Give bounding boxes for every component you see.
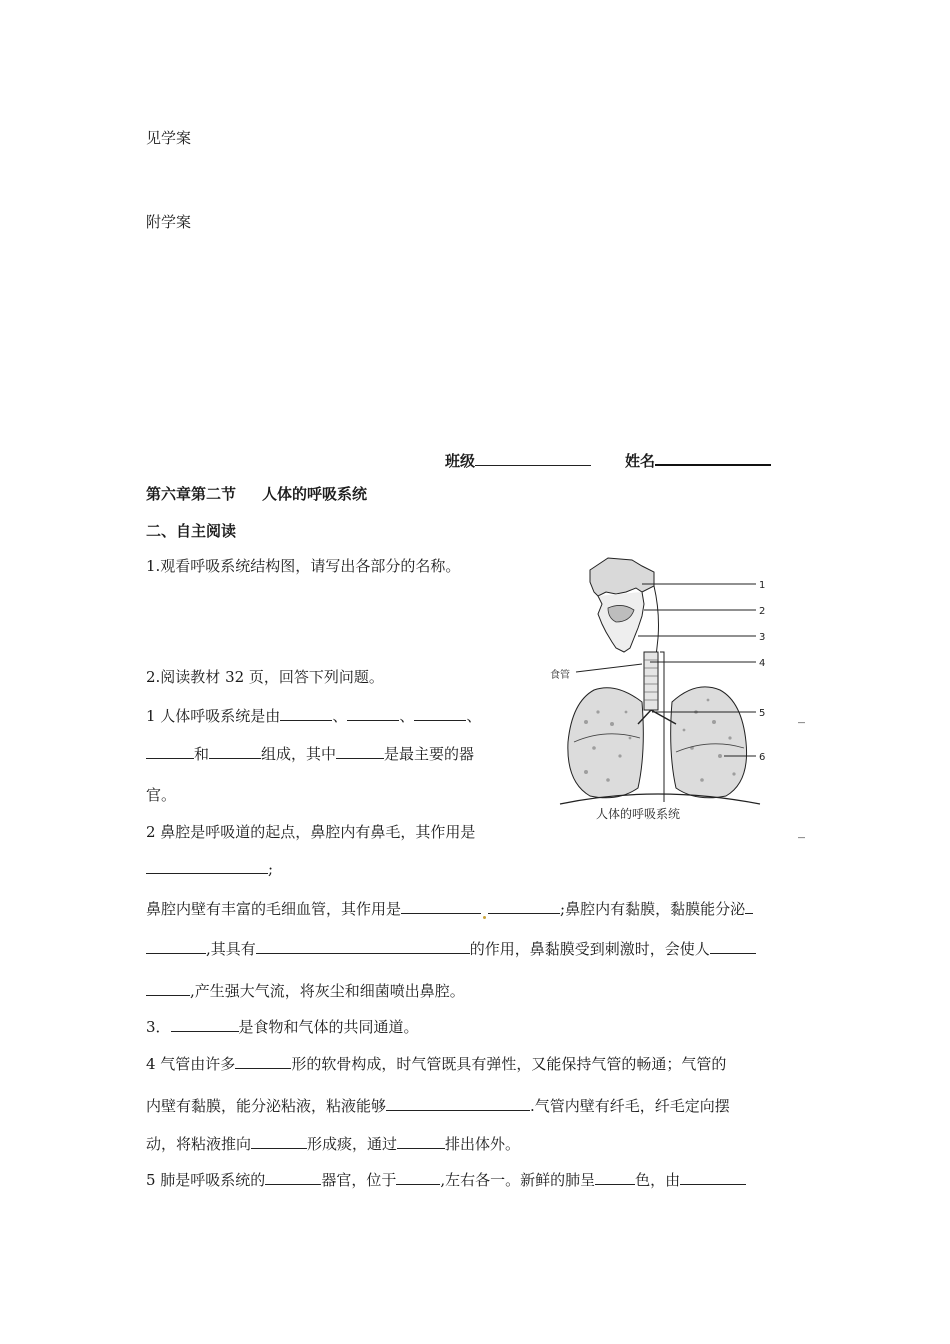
answer-blank[interactable] xyxy=(396,1170,440,1185)
answer-blank[interactable] xyxy=(336,744,384,759)
sub-question-2-line-5 xyxy=(146,981,465,1001)
text-fragment: 1 人体呼吸系统是由 xyxy=(146,707,281,725)
answer-blank[interactable] xyxy=(146,744,194,759)
answer-blank[interactable] xyxy=(488,899,560,914)
text-fragment: 排出体外。 xyxy=(445,1135,521,1153)
text-fragment: ;鼻腔内有黏膜，黏膜能分泌 xyxy=(560,900,746,918)
label-number-4: 4 xyxy=(759,658,766,669)
left-lung-shape xyxy=(568,688,643,798)
sub-question-2-line-4 xyxy=(146,939,756,959)
text-fragment: 是最主要的器 xyxy=(384,745,475,763)
sub-question-2-line-3 xyxy=(146,899,753,919)
separator: 、 xyxy=(332,707,348,725)
sub-question-5 xyxy=(146,1170,746,1190)
section-title xyxy=(146,484,367,504)
answer-blank[interactable] xyxy=(146,859,268,874)
sub-question-2-line-1: 2 鼻腔是呼吸道的起点，鼻腔内有鼻毛，其作用是 xyxy=(146,823,476,841)
answer-blank[interactable] xyxy=(265,1170,321,1185)
sub-question-1-line-1 xyxy=(146,706,481,726)
margin-dash: _ xyxy=(798,708,805,724)
text-fragment: ,左右各一。新鲜的肺呈 xyxy=(440,1171,596,1189)
label-number-2: 2 xyxy=(759,606,766,617)
answer-blank[interactable] xyxy=(680,1170,746,1185)
answer-blank[interactable] xyxy=(251,1134,307,1149)
answer-blank[interactable] xyxy=(397,1134,445,1149)
answer-blank[interactable] xyxy=(235,1054,291,1069)
text-fragment: 形的软骨构成，时气管既具有弹性，又能保持气管的畅通；气管的 xyxy=(291,1055,727,1073)
text-fragment: 色，由 xyxy=(635,1171,681,1189)
answer-blank[interactable] xyxy=(745,899,753,914)
student-info xyxy=(445,450,771,471)
answer-blank[interactable] xyxy=(146,939,206,954)
answer-blank[interactable] xyxy=(386,1096,530,1111)
pharynx-shape xyxy=(598,592,644,652)
label-number-3: 3 xyxy=(759,632,766,643)
figure-caption: 人体的呼吸系统 xyxy=(596,807,681,821)
answer-blank[interactable] xyxy=(710,939,756,954)
sub-question-1-line-2 xyxy=(146,744,474,764)
text-fragment: 组成，其中 xyxy=(261,745,337,763)
sub-question-4-line-3 xyxy=(146,1134,520,1154)
margin-dash: _ xyxy=(798,823,805,839)
label-number-6: 6 xyxy=(759,752,766,763)
sub-question-3 xyxy=(146,1017,419,1037)
attached-plan-text: 附学案 xyxy=(146,213,192,231)
see-plan-text: 见学案 xyxy=(146,129,192,147)
text-fragment: 动，将粘液推向 xyxy=(146,1135,252,1153)
text-fragment: ; xyxy=(268,860,274,878)
answer-blank[interactable] xyxy=(171,1017,239,1032)
answer-blank[interactable] xyxy=(209,744,261,759)
nasal-cavity-shape xyxy=(590,558,654,596)
chapter-title: 第六章第二节 xyxy=(146,485,237,503)
label-number-5: 5 xyxy=(759,708,766,719)
esophagus-label: 食管 xyxy=(550,670,570,681)
sub-question-2-line-2 xyxy=(146,859,273,879)
text-fragment: 内壁有黏膜，能分泌粘液，粘液能够 xyxy=(146,1097,387,1115)
answer-blank[interactable] xyxy=(256,939,470,954)
sub-question-4-line-1 xyxy=(146,1054,726,1074)
answer-blank[interactable] xyxy=(280,706,332,721)
class-field[interactable] xyxy=(475,451,591,466)
text-fragment: 4 气管由许多 xyxy=(146,1055,236,1073)
topic-title: 人体的呼吸系统 xyxy=(262,485,368,503)
sub-question-1-line-3: 官。 xyxy=(146,786,177,804)
class-label: 班级 xyxy=(445,452,476,470)
separator: 、 xyxy=(399,707,415,725)
text-fragment: 是食物和气体的共同通道。 xyxy=(238,1018,419,1036)
text-fragment: .气管内壁有纤毛，纤毛定向摆 xyxy=(530,1097,730,1115)
label-number-1: 1 xyxy=(759,580,766,591)
respiratory-system-diagram xyxy=(546,552,776,824)
name-label: 姓名 xyxy=(625,452,656,470)
text-fragment: 形成痰，通过 xyxy=(307,1135,398,1153)
text-fragment: ,产生强大气流，将灰尘和细菌喷出鼻腔。 xyxy=(190,982,465,1000)
name-field[interactable] xyxy=(655,450,771,466)
text-fragment: 器官，位于 xyxy=(321,1171,397,1189)
answer-blank[interactable] xyxy=(146,981,190,996)
question-1: 1.观看呼吸系统结构图，请写出各部分的名称。 xyxy=(146,557,461,575)
right-lung-shape xyxy=(671,687,747,798)
text-fragment: ,其具有 xyxy=(206,940,256,958)
answer-blank[interactable] xyxy=(595,1170,635,1185)
separator: 、 xyxy=(466,707,482,725)
trachea-shape xyxy=(644,652,658,710)
text-fragment: 鼻腔内壁有丰富的毛细血管，其作用是 xyxy=(146,900,402,918)
section-subtitle: 二、自主阅读 xyxy=(146,522,237,540)
answer-blank[interactable] xyxy=(414,706,466,721)
sub-question-4-line-2 xyxy=(146,1096,730,1116)
question-2: 2.阅读教材 32 页，回答下列问题。 xyxy=(146,668,384,686)
text-fragment: 3． xyxy=(146,1018,171,1036)
decorative-dot xyxy=(483,916,486,919)
text-fragment: 5 肺是呼吸系统的 xyxy=(146,1171,266,1189)
answer-blank[interactable] xyxy=(347,706,399,721)
text-fragment: 的作用，鼻黏膜受到刺激时，会使人 xyxy=(469,940,710,958)
text-fragment: 和 xyxy=(194,745,210,763)
answer-blank[interactable] xyxy=(401,899,481,914)
esophagus-shape xyxy=(660,652,664,802)
